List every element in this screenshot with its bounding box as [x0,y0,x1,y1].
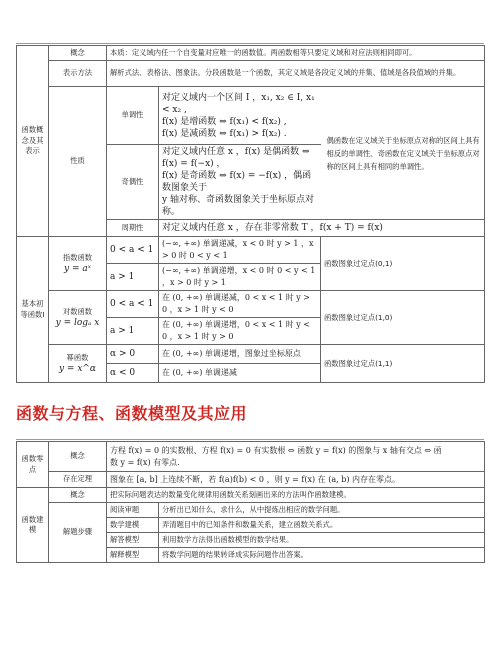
concept-text: 本质：定义域内任一个自变量对应唯一的函数值。两函数相等只要定义域和对应法则相同即可。 [107,46,485,61]
concept-label: 概念 [49,46,107,61]
parity-line-1: 对定义域内任意 x ，f(x) 是偶函数 ⇔ f(x) = f(−x) ， [162,147,310,169]
pow-point: 函数图象过定点(1,1) [321,345,485,383]
group-elementary-label: 基本初等函数Ⅰ [17,237,49,383]
period-label: 周期性 [107,220,159,237]
step-name: 解答模型 [107,533,159,548]
pow-cond-1: α > 0 [107,345,159,364]
section-rule [16,439,484,440]
period-text: 对定义域内任意 x ，存在非零常数 T ，f(x + T) = f(x) [159,220,485,237]
log-cell [49,291,107,345]
log-formula: y = logₐ x [55,317,100,328]
pow-cell [49,345,107,383]
parity-line-2: f(x) 是奇函数 ⇔ f(x) = −f(x) ，偶函数图象关于 [162,171,312,193]
step-name: 阅读审题 [107,503,159,518]
repr-label: 表示方法 [49,61,107,87]
zero-concept-line-1: 方程 f(x) = 0 的实数根、方程 f(x) = 0 有实数根 ⇔ 函数 y = f(x) 的图象与 x 轴有交点 ⇔ 函 [110,445,442,455]
log-label: 对数函数 [62,307,93,316]
log-cond-2: a > 1 [107,318,159,345]
group-concept-label: 函数概念及其表示 [17,46,49,237]
zero-model-table [16,441,485,563]
zero-concept-label: 概念 [49,442,107,472]
pow-formula: y = x^α [58,363,97,374]
exp-label: 指数函数 [62,253,93,262]
exp-cond-2: a > 1 [107,264,159,291]
function-table [16,45,485,383]
parity-text [159,145,321,220]
log-point: 函数图象过定点(1,0) [321,291,485,345]
theorem-text: 图象在 [a, b] 上连续不断，若 f(a)f(b) < 0 ，则 y = f(x) 在 (a, b) 内存在零点。 [107,472,485,488]
parity-line-3: y 轴对称、奇函数图象关于坐标原点对称。 [162,195,314,217]
property-label: 性质 [49,87,107,237]
symmetry-note: 偶函数在定义域关于坐标原点对称的区间上具有相反的单调性、奇函数在定义域关于坐标原点对称的区间上具有相同的单调性。 [321,87,485,220]
pow-desc-1: 在 (0, +∞) 单调递增，图象过坐标原点 [159,345,321,364]
top-rule [16,43,484,44]
model-concept-label: 概念 [49,488,107,503]
monotonic-line-1: 对定义域内一个区间 I ，x₁, x₂ ∈ I, x₁ < x₂ , [162,92,315,115]
pow-desc-2: 在 (0, +∞) 单调递减 [159,364,321,383]
step-name: 解释模型 [107,548,159,563]
pow-label: 幂函数 [66,353,89,362]
monotonic-label: 单调性 [107,87,159,145]
exp-point: 函数图象过定点(0,1) [321,237,485,291]
exp-desc-1: (−∞, +∞) 单调递减，x < 0 时 y > 1 ，x > 0 时 0 < y < 1 [159,237,321,264]
step-name: 数学建模 [107,518,159,533]
exp-desc-2: (−∞, +∞) 单调递增，x < 0 时 0 < y < 1 ，x > 0 时 y > 1 [159,264,321,291]
exp-cond-1: 0 < a < 1 [107,237,159,264]
step-text: 利用数学方法得出函数模型的数学结果。 [159,533,485,548]
exp-formula: y = aˣ [64,263,91,274]
log-desc-1: 在 (0, +∞) 单调递减，0 < x < 1 时 y > 0 ，x > 1 时 y < 0 [159,291,321,318]
pow-cond-2: α < 0 [107,364,159,383]
section-title: 函数与方程、函数模型及其应用 [16,404,248,423]
monotonic-text [159,87,321,145]
monotonic-line-3: f(x) 是减函数 ⇔ f(x₁) > f(x₂) . [162,128,287,139]
step-text: 将数学问题的结果转译成实际问题作出答案。 [159,548,485,563]
repr-text: 解析式法、表格法、图象法。分段函数是一个函数，其定义域是各段定义域的并集、值域是各段值域的并集。 [107,61,485,87]
step-text: 分析出已知什么，求什么，从中提炼出相应的数学问题。 [159,503,485,518]
theorem-label: 存在定理 [49,472,107,488]
log-cond-1: 0 < a < 1 [107,291,159,318]
model-concept-text: 把实际问题表达的数量变化规律用函数关系刻画出来的方法叫作函数建模。 [107,488,485,503]
zero-concept-line-2: 数 y = f(x) 有零点. [110,457,180,467]
log-desc-2: 在 (0, +∞) 单调递增，0 < x < 1 时 y < 0 ，x > 1 时 y > 0 [159,318,321,345]
group-model-label: 函数建模 [17,488,49,563]
monotonic-line-2: f(x) 是增函数 ⇔ f(x₁) < f(x₂) , [162,116,287,127]
steps-label: 解题步骤 [49,503,107,563]
group-zero-label: 函数零点 [17,442,49,488]
parity-label: 奇偶性 [107,145,159,220]
zero-concept-text [107,442,485,472]
exp-cell [49,237,107,291]
step-text: 弄清题目中的已知条件和数量关系，建立函数关系式。 [159,518,485,533]
